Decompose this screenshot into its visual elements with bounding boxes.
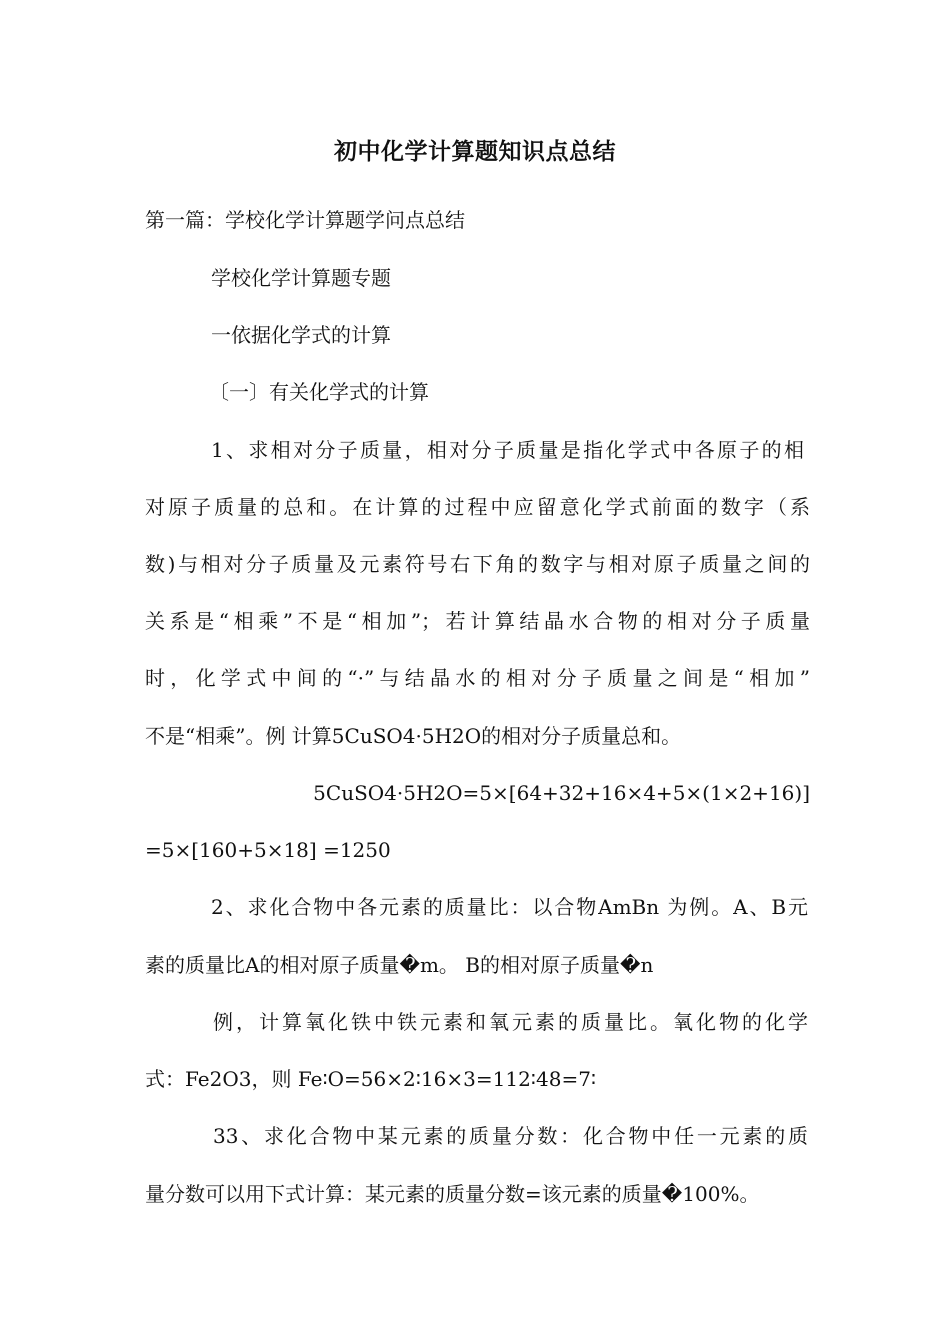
- paragraph-line: 时，化学式中间的“·”与结晶水的相对分子质量之间是“相加”: [145, 666, 810, 690]
- paragraph-line: 对原子质量的总和。在计算的过程中应留意化学式前面的数字（系: [145, 495, 810, 519]
- paragraph-line: 33、求化合物中某元素的质量分数：化合物中任一元素的质: [213, 1124, 808, 1148]
- paragraph-line: 式：Fe2O3，则 Fe∶O=56×2∶16×3=112∶48=7∶: [145, 1067, 597, 1091]
- subsection-heading: 一依据化学式的计算: [211, 323, 391, 347]
- topic-heading: 学校化学计算题专题: [211, 266, 391, 290]
- paragraph-line: 素的质量比A的相对原子质量�m。 B的相对原子质量�n: [145, 953, 654, 977]
- paragraph-line: 1、求相对分子质量，相对分子质量是指化学式中各原子的相: [211, 438, 804, 462]
- paragraph-line: 2、求化合物中各元素的质量比：以合物AmBn 为例。A、B元: [211, 895, 808, 919]
- formula-line: 5CuSO4·5H2O=5×[64+32+16×4+5×(1×2+16)]: [313, 781, 810, 805]
- paragraph-line: 关系是“相乘”不是“相加”；若计算结晶水合物的相对分子质量: [145, 609, 810, 633]
- document-title: 初中化学计算题知识点总结: [334, 138, 616, 165]
- section-heading: 第一篇：学校化学计算题学问点总结: [145, 208, 465, 232]
- paragraph-line: 量分数可以用下式计算：某元素的质量分数=该元素的质量�100%。: [145, 1182, 760, 1206]
- paragraph-line: 数)与相对分子质量及元素符号右下角的数字与相对原子质量之间的: [145, 552, 810, 576]
- formula-result: =5×[160+5×18] =1250: [145, 838, 391, 862]
- subsubsection-heading: 〔一〕有关化学式的计算: [209, 380, 429, 404]
- paragraph-line: 不是“相乘”。例 计算5CuSO4·5H2O的相对分子质量总和。: [145, 724, 682, 748]
- paragraph-line: 例，计算氧化铁中铁元素和氧元素的质量比。氧化物的化学: [213, 1010, 808, 1034]
